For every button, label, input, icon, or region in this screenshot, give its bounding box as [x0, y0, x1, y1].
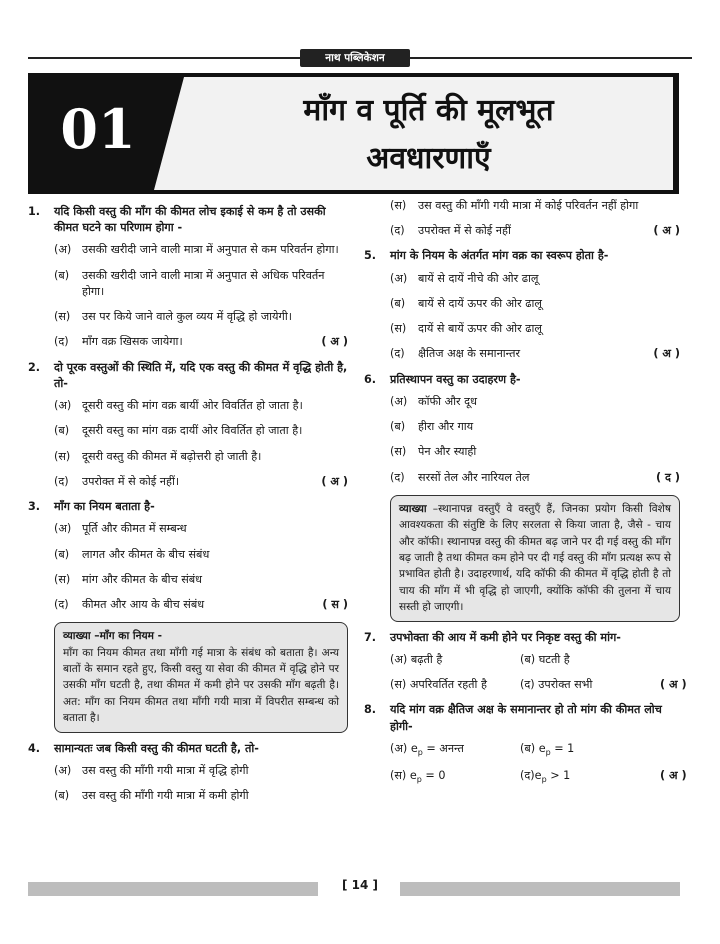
option-label: (अ) — [54, 399, 72, 413]
footer-bar-left — [28, 882, 318, 896]
chapter-title-line1: माँग व पूर्ति की मूलभूत — [303, 93, 554, 128]
option-label: (स) — [54, 572, 71, 586]
option-label: (स) — [390, 768, 407, 782]
option — [364, 271, 680, 287]
elasticity-subscript: p — [545, 748, 551, 758]
question-7 — [364, 630, 687, 694]
elasticity-symbol: e — [410, 741, 418, 755]
question-text: प्रतिस्थापन वस्तु का उदाहरण है- — [390, 372, 521, 386]
question-number: 5. — [364, 249, 377, 263]
option — [390, 768, 520, 786]
option-text: उस वस्तु की माँगी गयी मात्रा में कोई परिवर्तन नहीं होगा — [418, 199, 639, 212]
explanation-box — [54, 622, 348, 732]
question-8 — [364, 702, 687, 785]
explanation-box — [390, 495, 680, 622]
option — [390, 677, 520, 693]
option — [28, 449, 348, 465]
question-text: यदि मांग वक्र क्षैतिज अक्ष के समानान्तर हो तो मांग की कीमत लोच होगी- — [390, 703, 662, 733]
footer-bar-right — [400, 882, 680, 896]
option-label: (अ) — [390, 652, 408, 666]
option — [364, 321, 680, 337]
option-label: (स) — [390, 678, 407, 692]
option-text: मांग और कीमत के बीच संबंध — [82, 572, 203, 586]
option-label: (अ) — [390, 741, 408, 755]
answer-key: ( अ ) — [660, 768, 687, 782]
question-number: 4. — [28, 741, 41, 755]
option-label: (अ) — [390, 394, 408, 408]
option-text: = 1 — [554, 741, 575, 755]
question-3 — [28, 499, 348, 733]
option-label: (अ) — [54, 243, 72, 257]
option-label: (स) — [390, 445, 407, 459]
option — [28, 309, 348, 325]
question-number: 6. — [364, 372, 377, 386]
option-row — [364, 652, 680, 668]
option — [364, 394, 680, 410]
option-text: उस वस्तु की माँगी गयी मात्रा में वृद्धि होगी — [82, 763, 249, 777]
answer-key: ( अ ) — [321, 335, 348, 349]
option-text: दूसरी वस्तु का मांग वक्र दायीं ओर विवर्तित हो जाता है। — [82, 424, 303, 438]
option-text: सरसों तेल और नारियल तेल — [418, 470, 530, 484]
question-text: मांग के नियम के अंतर्गत मांग वक्र का स्वरूप होता है- — [390, 249, 609, 263]
option-label: (द) — [54, 597, 69, 611]
chapter-title-line2: अवधारणाएँ — [366, 141, 491, 176]
elasticity-symbol: e — [409, 768, 417, 782]
option-text: दूसरी वस्तु की मांग वक्र बायीं ओर विवर्तित हो जाता है। — [82, 399, 303, 413]
explanation-title: व्याख्या — [399, 502, 427, 515]
option — [28, 423, 348, 439]
option-text: उस वस्तु की माँगी गयी मात्रा में कमी होगी — [82, 789, 249, 803]
question-number: 8. — [364, 703, 377, 717]
option-text: उसकी खरीदी जाने वाली मात्रा में अनुपात से अधिक परिवर्तन होगा। — [82, 268, 325, 298]
option-text: दूसरी वस्तु की कीमत में बढ़ोत्तरी हो जाती है। — [82, 449, 262, 463]
option-text: = अनन्त — [426, 741, 464, 755]
option — [28, 521, 348, 537]
option-text: उस पर किये जाने वाले कुल व्यय में वृद्धि हो जायेगी। — [82, 310, 292, 324]
option-label: (अ) — [390, 271, 408, 285]
option-text: उपरोक्त में से कोई नहीं — [418, 224, 511, 238]
option-text: पूर्ति और कीमत में सम्बन्ध — [82, 522, 187, 536]
publisher-label: नाथ पब्लिकेशन — [300, 49, 410, 67]
question-6 — [364, 372, 680, 622]
option — [364, 223, 680, 239]
option-row — [364, 768, 687, 786]
option — [364, 470, 680, 486]
option — [28, 547, 348, 563]
option-row — [364, 677, 687, 693]
answer-key: ( द ) — [656, 470, 680, 484]
option-text: बायें से दायें ऊपर की ओर ढालू — [418, 296, 543, 310]
question-text: दो पूरक वस्तुओं की स्थिति में, यदि एक वस्तु की कीमत में वृद्धि होती है, तो- — [54, 360, 348, 390]
question-number: 7. — [364, 630, 377, 644]
option — [364, 296, 680, 312]
explanation-text: माँग का नियम कीमत तथा माँगी गई मात्रा के संबंध को बताता है। अन्य बातों के समान रहते हुए, किसी वस्तु या सेवा की कीमत में वृद्धि होने पर उसकी माँग घटती है, तथा कीमत में कमी होने पर उसकी माँग बढ़ती है। अत: माँग का नियम कीमत तथा माँगी गयी मात्रा में विपरीत सम्बन्ध को बताता है। — [63, 646, 339, 725]
option-text: पेन और स्याही — [418, 445, 477, 459]
chapter-number: 01 — [60, 97, 136, 161]
question-number: 3. — [28, 500, 41, 514]
question-number: 1. — [28, 205, 41, 218]
option-label: (अ) — [54, 763, 72, 777]
option-label: (ब) — [54, 424, 70, 438]
option — [28, 597, 348, 613]
option-label: (द) — [520, 768, 535, 782]
option-row — [364, 741, 680, 759]
elasticity-subscript: p — [541, 774, 547, 784]
option-label: (द) — [390, 470, 405, 484]
option-label: (ब) — [54, 268, 70, 282]
answer-key: ( अ ) — [321, 474, 348, 488]
option-label: (ब) — [520, 652, 536, 666]
option — [28, 398, 348, 414]
option-text: उपरोक्त सभी — [538, 678, 593, 692]
option — [28, 788, 348, 804]
option-text: माँग वक्र खिसक जायेगा। — [82, 335, 183, 349]
question-2 — [28, 360, 348, 490]
elasticity-subscript: p — [416, 774, 422, 784]
question-1 — [28, 204, 348, 351]
option-label: (ब) — [54, 547, 70, 561]
answer-key: ( अ ) — [653, 224, 680, 238]
option-label: (स) — [390, 322, 407, 336]
option — [390, 741, 520, 759]
option-label: (अ) — [54, 522, 72, 536]
elasticity-symbol: e — [534, 768, 542, 782]
answer-key: ( अ ) — [660, 678, 687, 692]
question-text: उपभोक्ता की आय में कमी होने पर निकृष्ट वस्तु की मांग- — [390, 630, 621, 644]
option-label: (ब) — [520, 741, 536, 755]
option — [520, 677, 650, 693]
option-text: लागत और कीमत के बीच संबंध — [82, 547, 210, 561]
page-number: [ 14 ] — [341, 878, 379, 892]
option-text: > 1 — [550, 768, 571, 782]
question-5 — [364, 248, 680, 362]
option-text: = 0 — [425, 768, 446, 782]
explanation-title: व्याख्या –माँग का नियम - — [63, 630, 163, 643]
option — [28, 334, 348, 350]
option — [390, 652, 520, 668]
question-4-continued — [364, 198, 680, 239]
explanation-text: –स्थानापन्न वस्तुएँ वे वस्तुएँ हैं, जिनका प्रयोग किसी विशेष आवश्यकता की संतुष्टि के लिए सरलता से किया जाता है, जैसे - चाय और कॉफी। स्थानापन्न वस्तु की कीमत बढ़ जाने पर दी गई वस्तु की माँग बढ़ जाती है तथा कीमत कम होने पर दी गई वस्तु की माँग प्रत्यक्ष रूप से प्रभावित होती है। उदाहरणार्थ, यदि कॉफी की कीमत में वृद्धि होती है तो चाय की माँग में भी वृद्धि हो जाएगी, क्योंकि कॉफी की तुलना में चाय सस्ती हो जाएगी। — [399, 502, 671, 614]
option-label: (द) — [390, 347, 405, 361]
option-label: (ब) — [390, 296, 406, 310]
option-label: (द) — [54, 335, 69, 349]
answer-key: ( स ) — [322, 597, 348, 611]
chapter-banner — [28, 73, 679, 194]
chapter-banner-inner — [34, 77, 673, 190]
option-text: कॉफी और दूध — [418, 394, 477, 408]
question-text: यदि किसी वस्तु की माँग की कीमत लोच इकाई से कम है तो उसकी कीमत घटने का परिणाम होगा - — [54, 205, 326, 235]
option-label: (द) — [520, 678, 535, 692]
option — [28, 474, 348, 490]
option-text: क्षैतिज अक्ष के समानान्तर — [418, 347, 521, 361]
option-text: बायें से दायें नीचे की ओर ढालू — [418, 271, 539, 285]
option-label: (स) — [390, 199, 407, 212]
option-text: हीरा और गाय — [418, 420, 474, 434]
option — [28, 572, 348, 588]
option — [364, 444, 680, 460]
question-number: 2. — [28, 360, 41, 374]
option — [520, 741, 650, 759]
question-4 — [28, 741, 348, 805]
chapter-title — [194, 87, 663, 183]
question-text: माँग का नियम बताता है- — [54, 500, 155, 514]
elasticity-subscript: p — [417, 748, 423, 758]
option-text: दायें से बायें ऊपर की ओर ढालू — [418, 322, 543, 336]
option — [28, 763, 348, 779]
option-text: उसकी खरीदी जाने वाली मात्रा में अनुपात से कम परिवर्तन होगा। — [82, 243, 339, 257]
answer-key: ( अ ) — [653, 347, 680, 361]
option-label: (स) — [54, 449, 71, 463]
option-text: कीमत और आय के बीच संबंध — [82, 597, 205, 611]
option-text: घटती है — [538, 652, 570, 666]
option-text: अपरिवर्तित रहती है — [409, 678, 487, 692]
option-label: (ब) — [390, 420, 406, 434]
option — [520, 768, 650, 786]
option — [364, 419, 680, 435]
option-label: (स) — [54, 310, 71, 324]
option — [28, 242, 348, 258]
option — [364, 198, 680, 214]
option-label: (ब) — [54, 789, 70, 803]
elasticity-symbol: e — [538, 741, 546, 755]
option — [520, 652, 650, 668]
option — [364, 346, 680, 362]
left-column — [28, 200, 348, 813]
question-text: सामान्यतः जब किसी वस्तु की कीमत घटती है, तो- — [54, 741, 259, 755]
option-text: उपरोक्त में से कोई नहीं। — [82, 474, 180, 488]
option-label: (द) — [54, 474, 69, 488]
option — [28, 268, 348, 300]
option-text: बढ़ती है — [410, 652, 443, 666]
right-column — [364, 198, 687, 794]
option-label: (द) — [390, 224, 405, 238]
